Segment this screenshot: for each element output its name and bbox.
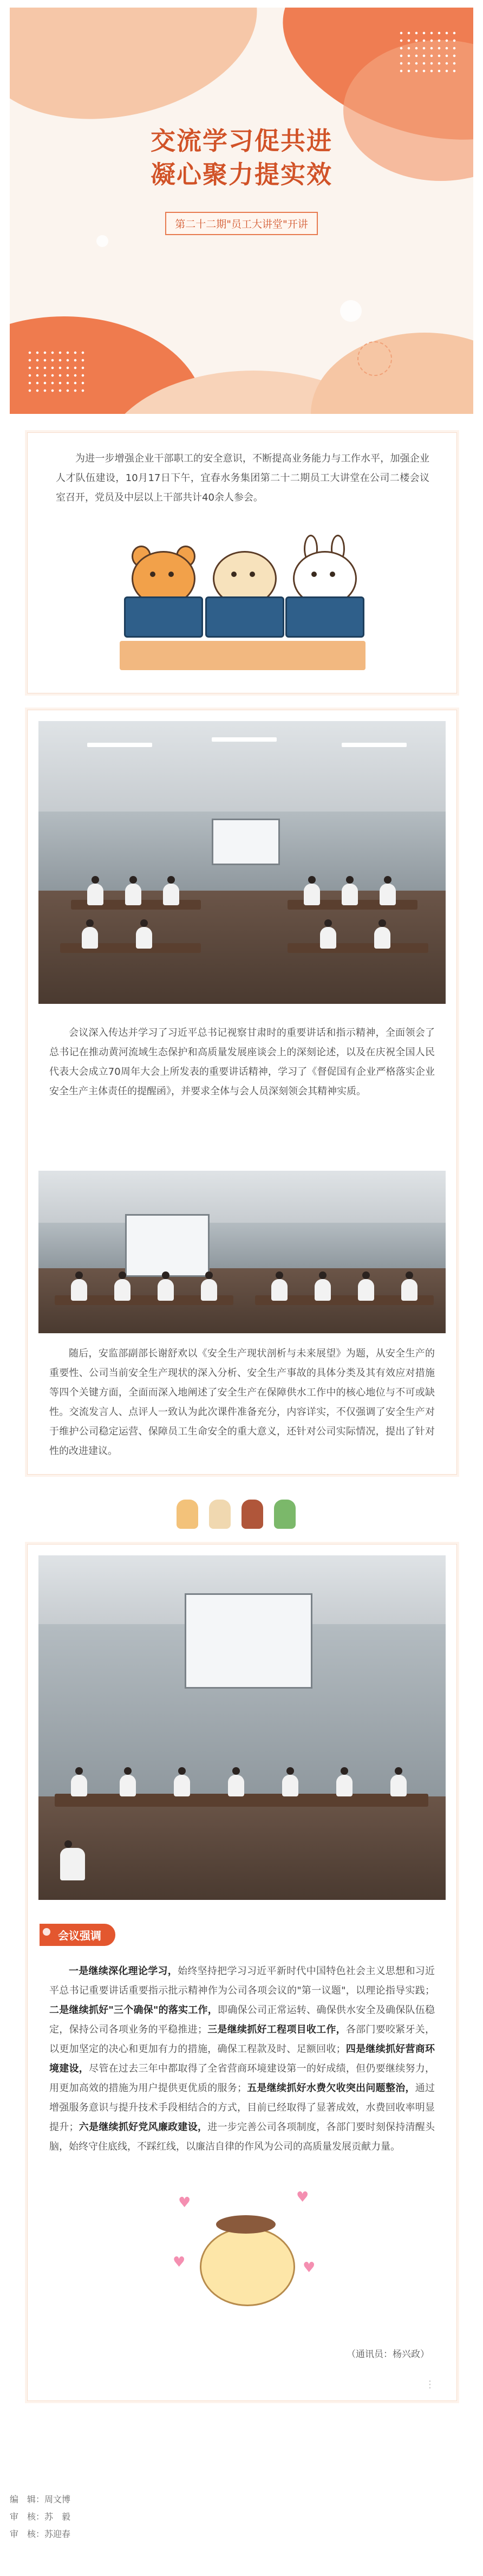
meeting-photo-2 <box>38 1171 446 1333</box>
decorative-dots <box>26 349 86 392</box>
body-paragraph-1: 会议深入传达并学习了习近平总书记视察甘肃时的重要讲话和指示精神，全面领会了总书记在推动黄河流域生态保护和高质量发展座谈会上的深刻论述，以及在庆祝全国人民代表大会成立70周年大会上所发表的重要讲话精神，学习了《督促国有企业严格落实企业安全生产主体责任的提醒函》，并要求全体与会人员深刻领会其精神实质。 <box>49 1027 435 1097</box>
point-1-title: 一是继续深化理论学习， <box>69 1965 178 1977</box>
reporter-credit: （通讯员：杨兴政） <box>347 2349 429 2360</box>
reviewer-line-2: 审 核：苏迎春 <box>10 2529 71 2539</box>
figure-icon <box>209 1500 231 1529</box>
point-4-text: 尽管在过去三年中都取得了全省营商环境建设第一的好成绩，但仍要继续努力，用更加高效的措施为用户提供更优质的服务； <box>49 2063 435 2094</box>
point-6-title: 六是继续抓好党风廉政建设， <box>79 2121 208 2133</box>
intro-paragraph: 为进一步增强企业干部职工的安全意识，不断提高业务能力与工作水平，加强企业人才队伍建设，10月17日下午，宜春水务集团第二十二期员工大讲堂在公司二楼会议室召开，党员及中层以上干部共计40余人参会。 <box>56 453 429 503</box>
figure-icon <box>177 1500 198 1529</box>
meeting-photo-1 <box>38 721 446 1004</box>
heart-icon: ♥ <box>178 2195 191 2211</box>
meeting-photo-3 <box>38 1555 446 1900</box>
bunny-mascot-icon <box>285 540 361 648</box>
meeting-summary <box>49 1962 435 2157</box>
section-badge: 会议强调 <box>40 1924 115 1946</box>
heart-icon: ♥ <box>173 2254 186 2270</box>
beret-icon <box>216 2215 276 2234</box>
title-block <box>10 124 473 235</box>
point-2-text: 即确保公司正常运转、确保供水安全及确保队伍稳定，保持公司各项业务的平稳推进； <box>49 2004 435 2035</box>
point-4-title: 四是继续抓好营商环境建设， <box>49 2043 435 2074</box>
heart-icon: ♥ <box>296 2189 309 2205</box>
decorative-wave <box>10 8 274 144</box>
decorative-dots <box>397 29 457 73</box>
body-paragraph-2: 随后，安监部副部长谢舒欢以《安全生产现状剖析与未来展望》为题，从安全生产的重要性、公司当前安全生产现状的深入分析、安全生产事故的具体分类及其有效应对措施等四个关键方面，全面而深入地阐述了安全生产在保障供水工作中的核心地位与不可或缺性。交流发言人、点评人一致认为此次课件准备充分，内容详实，不仅强调了安全生产对于维护公司稳定运营、保障员工生命安全的重大意义，还针对公司实际情况，提出了针对性的改进建议。 <box>49 1348 435 1457</box>
heart-icon: ♥ <box>303 2260 316 2276</box>
tiger-mascot-icon <box>124 540 200 648</box>
page-title: 交流学习促共进 <box>151 126 332 155</box>
editor-line: 编 辑：周文博 <box>10 2494 71 2504</box>
intro-card <box>27 432 457 693</box>
puppy-icon <box>200 2227 295 2306</box>
decorative-figures <box>177 1491 306 1529</box>
summary-card <box>27 1544 457 2401</box>
figure-icon <box>274 1500 296 1529</box>
page-title-line2: 凝心聚力提实效 <box>151 160 332 189</box>
point-3-title: 三是继续抓好工程项目收工作， <box>207 2024 346 2035</box>
point-5-title: 五是继续抓好水费欠收突出问题整治， <box>247 2082 415 2094</box>
reviewer-line: 审 核：苏 毅 <box>10 2512 71 2522</box>
mascot-illustration <box>120 524 365 670</box>
point-5-text: 通过增强服务意识与提升技术手段相结合的方式，目前已经取得了显著成效，水费回收率明显提升； <box>49 2082 435 2133</box>
header-banner <box>10 8 473 414</box>
point-2-title: 二是继续抓好"三个确保"的落实工作， <box>49 2004 218 2016</box>
puppy-illustration <box>173 2189 319 2319</box>
decorative-bubble <box>96 235 108 247</box>
ellipsis-icon: ⋮ <box>425 2379 435 2390</box>
figure-icon <box>241 1500 263 1529</box>
point-3-text: 各部门要咬紧牙关，以更加坚定的决心和更加有力的措施，确保工程款及时、足额回收； <box>49 2024 435 2055</box>
point-1-text: 始终坚持把学习习近平新时代中国特色社会主义思想和习近平总书记重要讲话重要指示批示精神作为公司各项会议的"第一议题"，以理论指导实践； <box>49 1965 435 1996</box>
cat-mascot-icon <box>205 540 281 648</box>
photo-card <box>27 710 457 1475</box>
decorative-wave <box>311 333 473 414</box>
page-subtitle: 第二十二期"员工大讲堂"开讲 <box>165 212 317 235</box>
point-6-text: 进一步完善公司各项制度，各部门要时刻保持清醒头脑，始终守住底线，不踩红线，以廉洁自律的作风为公司的高质量发展贡献力量。 <box>49 2121 435 2152</box>
editor-info <box>10 2491 70 2543</box>
decorative-ring <box>357 341 392 376</box>
decorative-bubble <box>340 300 362 322</box>
